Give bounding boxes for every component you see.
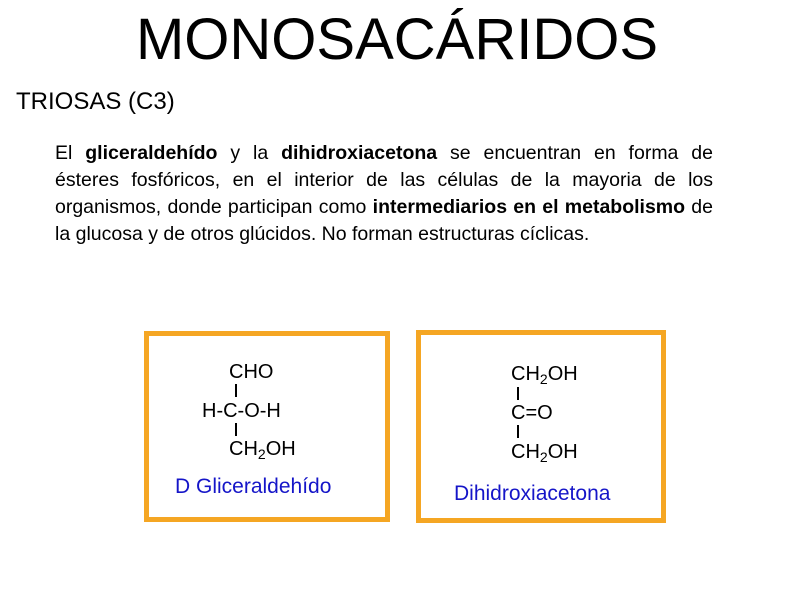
formula-text: CH [511,363,540,385]
caption-glyceraldehyde: D Gliceraldehído [175,475,332,498]
formula-text: OH [547,363,578,385]
formula-line-hcoh: H-C-O-H [202,400,281,422]
term-dihydroxyacetone: dihidroxiacetona [281,142,438,164]
bond-line [517,425,519,438]
term-glyceraldehyde: gliceraldehído [85,142,218,164]
paragraph-text: El [55,142,86,164]
body-paragraph [55,140,713,248]
formula-subscript: 2 [539,371,548,387]
glyceraldehyde-figure [144,331,390,522]
section-subtitle: TRIOSAS (C3) [16,88,175,115]
paragraph-text: se encuentran en forma de ésteres fosfóricos, en el interior de las células de la mayoria de los organismos, donde participan como [55,142,713,218]
formula-text: OH [547,441,578,463]
paragraph-text: de la glucosa y de otros glúcidos. No forman estructuras cíclicas. [55,196,713,245]
term-metabolic-intermediates: intermediarios en el metabolismo [372,196,686,218]
slide-title: MONOSACÁRIDOS [135,7,659,72]
paragraph-text: y la [217,142,282,164]
formula-subscript: 2 [539,449,548,465]
formula-line-ch2oh [229,437,296,461]
bond-line [517,387,519,400]
caption-dihydroxyacetone: Dihidroxiacetona [454,482,611,505]
formula-text: OH [265,438,296,460]
formula-line-co: C=O [511,402,553,424]
bond-line [235,384,237,397]
dihydroxyacetone-figure [416,330,666,523]
formula-text: CH [511,441,540,463]
formula-subscript: 2 [257,446,266,462]
formula-line-ch2oh-top [511,362,578,386]
formula-line-ch2oh-bottom [511,440,578,464]
formula-text: CH [229,438,258,460]
bond-line [235,423,237,436]
formula-line-cho: CHO [229,361,274,383]
